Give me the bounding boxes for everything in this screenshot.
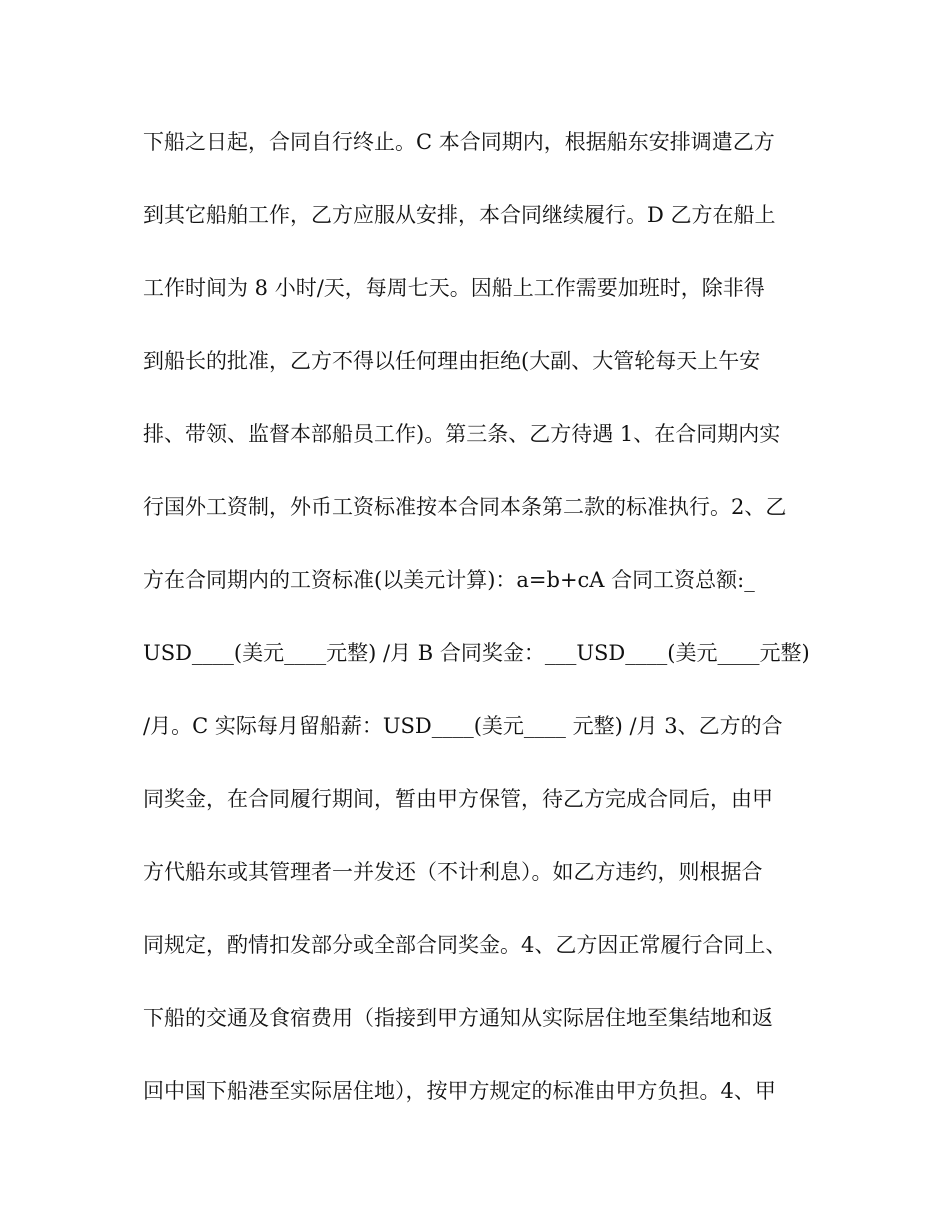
text-line-4: 到船长的批准，乙方不得以任何理由拒绝(大副、大管轮每天上午安	[143, 349, 761, 373]
contract-text-body	[143, 122, 823, 1144]
text-line-8: USD____(美元____元整) /月 B 合同奖金：___USD____(美元____元整)	[143, 641, 810, 665]
text-line-13: 下船的交通及食宿费用（指接到甲方通知从实际居住地至集结地和返	[143, 1006, 773, 1030]
text-line-9: /月。C 实际每月留船薪：USD____(美元____ 元整) /月 3、乙方的合	[143, 714, 783, 738]
text-line-3: 工作时间为 8 小时/天，每周七天。因船上工作需要加班时，除非得	[143, 276, 765, 300]
text-line-5: 排、带领、监督本部船员工作)。第三条、乙方待遇 1、在合同期内实	[143, 422, 781, 446]
text-line-11: 方代船东或其管理者一并发还（不计利息）。如乙方违约，则根据合	[143, 860, 763, 884]
text-line-2: 到其它船舶工作，乙方应服从安排，本合同继续履行。D 乙方在船上	[143, 203, 776, 227]
text-line-6: 行国外工资制，外币工资标准按本合同本条第二款的标准执行。2、乙	[143, 495, 787, 519]
text-line-7: 方在合同期内的工资标准(以美元计算)：a=b+cA 合同工资总额:_	[143, 568, 755, 592]
text-line-1: 下船之日起，合同自行终止。C 本合同期内，根据船东安排调遣乙方	[143, 130, 775, 154]
text-line-12: 同规定，酌情扣发部分或全部合同奖金。4、乙方因正常履行合同上、	[143, 933, 787, 957]
text-line-14: 回中国下船港至实际居住地），按甲方规定的标准由甲方负担。4、甲	[143, 1079, 776, 1103]
text-line-10: 同奖金，在合同履行期间，暂由甲方保管，待乙方完成合同后，由甲	[143, 787, 773, 811]
